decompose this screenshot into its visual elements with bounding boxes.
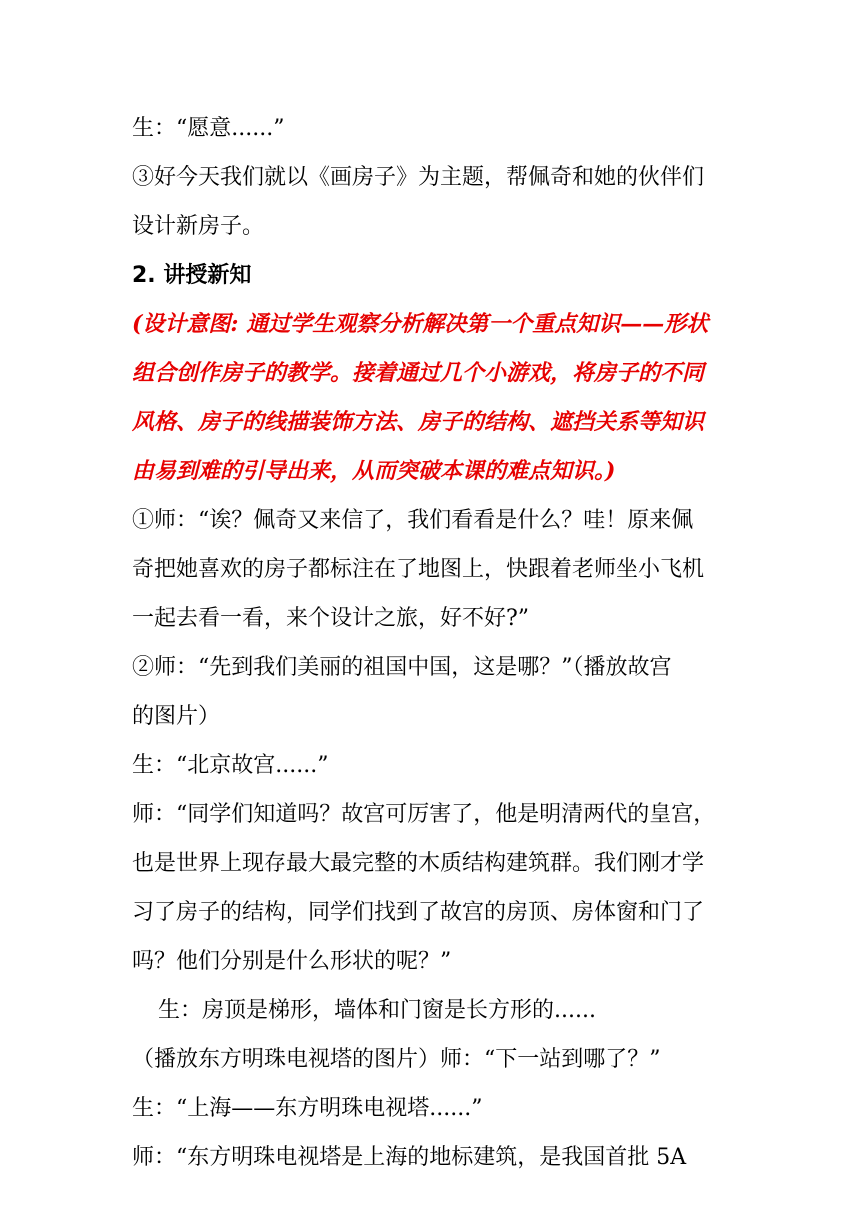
paragraph-line: 奇把她喜欢的房子都标注在了地图上，快跟着老师坐小飞机 — [132, 557, 705, 582]
paragraph-line: 设计新房子。 — [132, 214, 265, 239]
dialogue-line: 生：房顶是梯形，墙体和门窗是长方形的...... — [158, 998, 596, 1023]
dialogue-line: 生：“上海——东方明珠电视塔......” — [132, 1096, 483, 1121]
design-intent-note: 风格、房子的线描装饰方法、房子的结构、遮挡关系等知识 — [132, 409, 705, 435]
paragraph-line: 师：“东方明珠电视塔是上海的地标建筑，是我国首批 5A — [132, 1145, 687, 1170]
paragraph-line: 也是世界上现存最大最完整的木质结构建筑群。我们刚才学 — [132, 851, 705, 876]
paragraph-line: （播放东方明珠电视塔的图片）师：“下一站到哪了？” — [132, 1047, 661, 1072]
paragraph-line: 的图片） — [132, 704, 221, 729]
paragraph-line: 一起去看一看，来个设计之旅，好不好?” — [132, 606, 530, 631]
design-intent-note: (设计意图: 通过学生观察分析解决第一个重点知识——形状 — [132, 311, 709, 337]
dialogue-line: 生：“北京故宫......” — [132, 753, 329, 778]
paragraph-line: ③好今天我们就以《画房子》为主题，帮佩奇和她的伙伴们 — [132, 165, 705, 190]
paragraph-line: ①师：“诶？佩奇又来信了，我们看看是什么？哇！原来佩 — [132, 508, 694, 533]
paragraph-line: 习了房子的结构，同学们找到了故宫的房顶、房体窗和门了 — [132, 900, 705, 925]
paragraph-line: ②师：“先到我们美丽的祖国中国，这是哪？”（播放故宫 — [132, 655, 672, 680]
document-page — [132, 104, 732, 1182]
paragraph-line: 吗？他们分别是什么形状的呢？” — [132, 949, 452, 974]
dialogue-line: 生：“愿意......” — [132, 116, 285, 141]
paragraph-line: 师：“同学们知道吗？故宫可厉害了，他是明清两代的皇宫， — [132, 802, 716, 827]
design-intent-note: 组合创作房子的教学。接着通过几个小游戏，将房子的不同 — [132, 360, 705, 386]
section-heading: 2. 讲授新知 — [132, 263, 252, 288]
design-intent-note: 由易到难的引导出来，从而突破本课的难点知识。) — [132, 458, 616, 484]
